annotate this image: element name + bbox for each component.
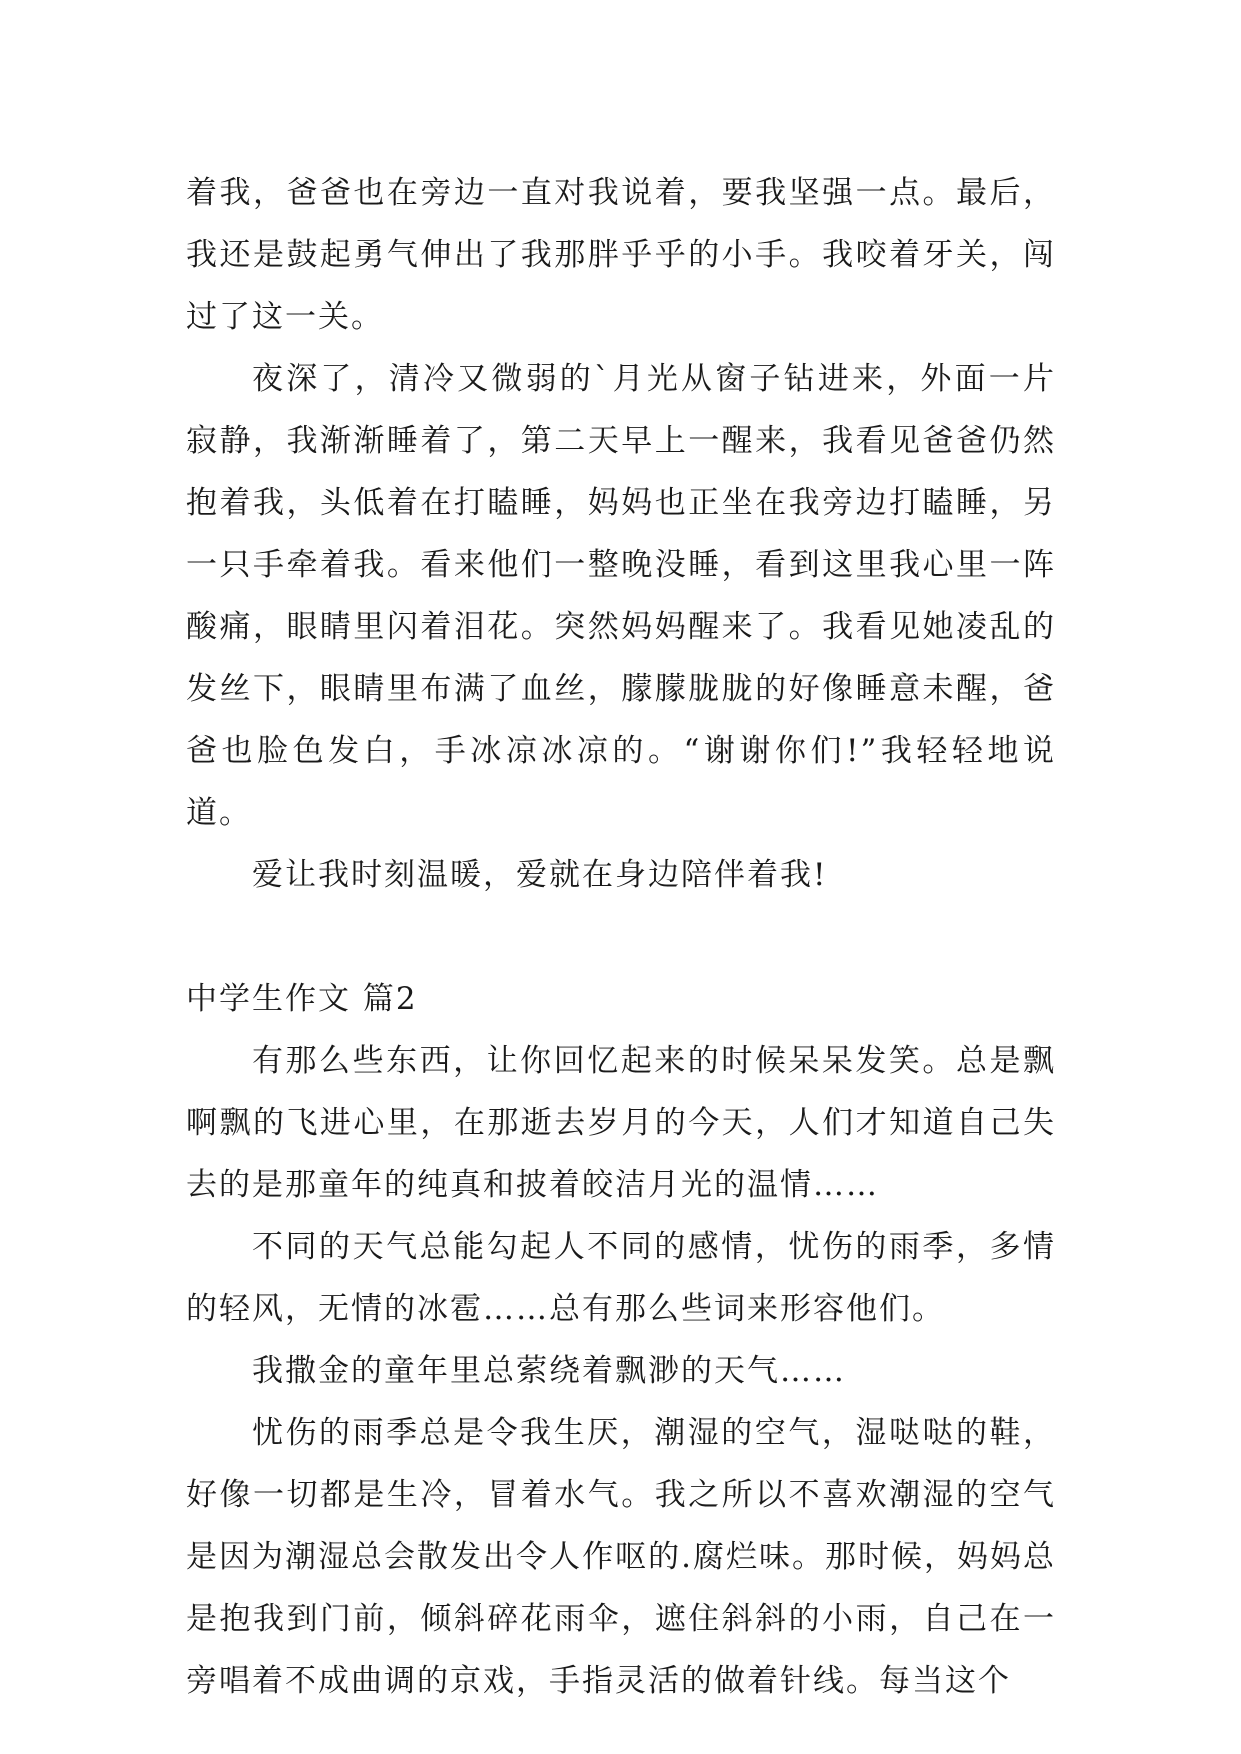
paragraph-night: 夜深了，清冷又微弱的`月光从窗子钻进来，外面一片寂静，我渐渐睡着了，第二天早上一醒来，我看见爸爸仍然抱着我，头低着在打瞌睡，妈妈也正坐在我旁边打瞌睡，另一只手牵着我。看来他们一整晚没睡，看到这里我心里一阵酸痛，眼睛里闪着泪花。突然妈妈醒来了。我看见她凌乱的发丝下，眼睛里布满了血丝，朦朦胧胧的好像睡意未醒，爸爸也脸色发白，手冰凉冰凉的。“谢谢你们!”我轻轻地说道。 (186, 361, 1056, 831)
section-heading: 中学生作文 篇2 (186, 981, 418, 1017)
paragraph-continuation: 着我，爸爸也在旁边一直对我说着，要我坚强一点。最后，我还是鼓起勇气伸出了我那胖乎乎的小手。我咬着牙关，闯过了这一关。 (186, 175, 1056, 335)
section-gap (186, 906, 1056, 968)
document-body (186, 162, 1056, 1712)
paragraph-memories: 有那么些东西，让你回忆起来的时候呆呆发笑。总是飘啊飘的飞进心里，在那逝去岁月的今天，人们才知道自己失去的是那童年的纯真和披着皎洁月光的温情…… (186, 1043, 1056, 1203)
paragraph-closing: 爱让我时刻温暖，爱就在身边陪伴着我! (252, 857, 828, 893)
paragraph-weather: 不同的天气总能勾起人不同的感情，忧伤的雨季，多情的轻风，无情的冰雹……总有那么些词来形容他们。 (186, 1229, 1056, 1327)
paragraph-childhood: 我撒金的童年里总萦绕着飘渺的天气…… (252, 1353, 846, 1389)
paragraph-rainy-season: 忧伤的雨季总是令我生厌，潮湿的空气，湿哒哒的鞋，好像一切都是生冷，冒着水气。我之所以不喜欢潮湿的空气是因为潮湿总会散发出令人作呕的.腐烂味。那时候，妈妈总是抱我到门前，倾斜碎花雨伞，遮住斜斜的小雨，自己在一旁唱着不成曲调的京戏，手指灵活的做着针线。每当这个 (186, 1415, 1056, 1699)
